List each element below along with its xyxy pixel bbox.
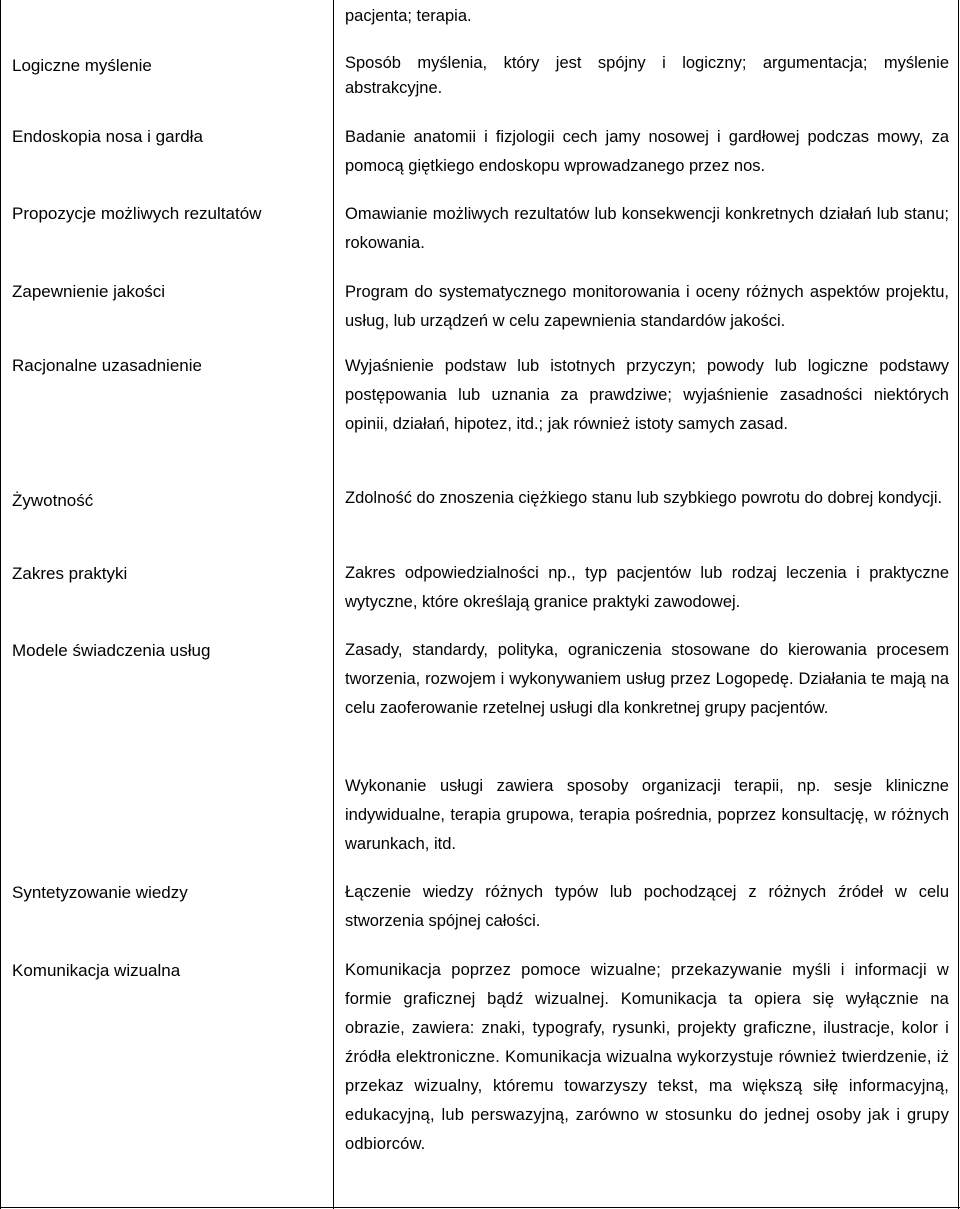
table-row-8-definition: Zasady, standardy, polityka, ograniczenia stosowane do kierowania procesem tworzenia, rozwojem i wykonywaniem usług przez Logopedę. Działania te mają na celu zaoferowanie rzetelnej usługi dla konkretnej grupy pacjentów. <box>345 641 949 717</box>
table-row-4-term: Zapewnienie jakości <box>12 282 166 301</box>
table-row-7-term: Zakres praktyki <box>12 564 128 583</box>
table-row-10-definition: Komunikacja poprzez pomoce wizualne; przekazywanie myśli i informacji w formie graficznej bądź wizualnej. Komunikacja ta opiera się wyłącznie na obrazie, zawiera: znaki, typografy, rysunki, projekty graficzne, ilustracje, kolor i źródła elektroniczne. Komunikacja wizualna wykorzystuje również twierdzenie, iż przekaz wizualny, któremu towarzyszy tekst, ma większą siłę informacyjną, edukacyjną, lub perswazyjną, zarówno w stosunku do jednej osoby jak i grupy odbiorców. <box>345 961 949 1153</box>
table-row-8-term: Modele świadczenia usług <box>12 641 211 660</box>
table-row-6-term: Żywotność <box>12 491 94 510</box>
table-row-9-definition: Łączenie wiedzy różnych typów lub pochodzącej z różnych źródeł w celu stworzenia spójnej całości. <box>345 883 949 930</box>
table-row-6-definition: Zdolność do znoszenia ciężkiego stanu lub szybkiego powrotu do dobrej kondycji. <box>345 489 943 507</box>
table-row-0-definition: pacjenta; terapia. <box>345 7 472 25</box>
table-row-3-term: Propozycje możliwych rezultatów <box>12 204 262 223</box>
table-row-1-definition: Sposób myślenia, który jest spójny i logiczny; argumentacja; myślenie abstrakcyjne. <box>345 54 949 97</box>
table-row-10-term: Komunikacja wizualna <box>12 961 181 980</box>
table-row-9-term: Syntetyzowanie wiedzy <box>12 883 188 902</box>
table-row-1-term: Logiczne myślenie <box>12 56 152 75</box>
table-row-2-term: Endoskopia nosa i gardła <box>12 127 203 146</box>
table-row-7-definition: Zakres odpowiedzialności np., typ pacjentów lub rodzaj leczenia i praktyczne wytyczne, które określają granice praktyki zawodowej. <box>345 564 949 611</box>
table-row-8-definition-continued: Wykonanie usługi zawiera sposoby organizacji terapii, np. sesje kliniczne indywidualne, terapia grupowa, terapia pośrednia, poprzez konsultację, w różnych warunkach, itd. <box>345 777 949 853</box>
table-border-bottom <box>0 1207 960 1208</box>
table-border-left <box>0 0 1 1209</box>
table-row-4-definition: Program do systematycznego monitorowania i oceny różnych aspektów projektu, usług, lub urządzeń w celu zapewnienia standardów jakości. <box>345 283 949 330</box>
table-row-3-definition: Omawianie możliwych rezultatów lub konsekwencji konkretnych działań lub stanu; rokowania. <box>345 205 949 252</box>
table-row-2-definition: Badanie anatomii i fizjologii cech jamy nosowej i gardłowej podczas mowy, za pomocą giętkiego endoskopu wprowadzanego przez nos. <box>345 128 949 175</box>
table-row-5-definition: Wyjaśnienie podstaw lub istotnych przyczyn; powody lub logiczne podstawy postępowania lub uznania za prawdziwe; wyjaśnienie zasadności niektórych opinii, działań, hipotez, itd.; jak również istoty samych zasad. <box>345 357 949 433</box>
column-divider <box>333 0 334 1209</box>
table-row-5-term: Racjonalne uzasadnienie <box>12 356 202 375</box>
table-border-right <box>958 0 959 1209</box>
